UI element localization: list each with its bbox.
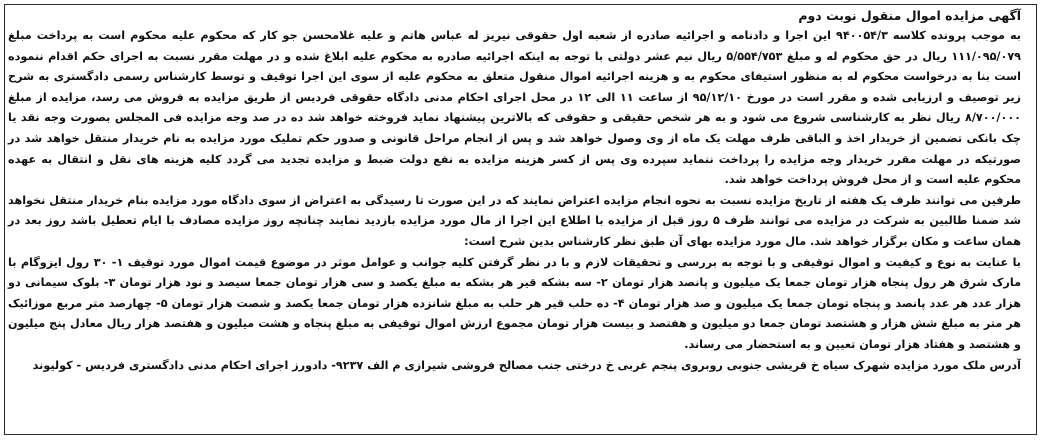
notice-paragraph-objection: طرفین می توانند ظرف یک هفته از تاریخ مزایده نسبت به نحوه انجام مزایده اعتراض نمایند که در این صورت تا رسیدگی به اعتراض از سوی دادگاه مورد مزایده بنام خریدار منتقل نخواهد شد ضمنا طالبین به شرکت در مزایده می توانند ظرف ۵ روز قبل از مزایده با اطلاع این اجرا از مال مورد مزایده بازدید نمایند چنانچه روز مزایده مصادف با ایام تعطیل باشد روز بعد در همان ساعت و مکان برگزار خواهد شد. مال مورد مزایده بهای آن طبق نظر کارشناس بدین شرح است:: [8, 193, 1021, 248]
notice-content: [8, 6, 1021, 376]
notice-title: آگهی مزایده اموال منقول نوبت دوم: [798, 8, 1021, 23]
notice-paragraph-main: به موجب پرونده کلاسه ۹۴۰۰۵۴/۳ این اجرا و دادنامه و اجرائیه صادره از شعبه اول حقوقی نیریز له عباس هاتم و علیه غلامحسن جو کار که محکوم علیه محکوم است به پرداخت مبلغ ۱۱۱/۰۹۵/۰۷۹ ریال در حق محکوم له و مبلغ ۵/۵۵۴/۷۵۳ ریال نیم عشر دولتی با توجه به اینکه اجرائیه صادره به محکوم علیه ابلاغ شده و در مهلت مقرر نسبت به اجرای حکم اقدام ننموده است بنا به درخواست محکوم له به منظور استیفای محکوم به و هزینه اجرائیه اموال منقول متعلق به محکوم علیه از سوی این اجرا توقیف و توسط کارشناس رسمی دادگستری به شرح زیر توصیف و ارزیابی شده و مقرر است در مورخ ۹۵/۱۲/۱۰ از ساعت ۱۱ الی ۱۲ در محل اجرای احکام مدنی دادگاه حقوقی فردیس از طریق مزایده به فروش می رسد، مزایده از مبلغ ۸/۷۰۰/۰۰۰ ریال نظر به کارشناسی شروع می شود و به هر شخص حقیقی و حقوقی که بالاترین پیشنهاد نماید فروخته خواهد شد ده در صد وجه مزایده فی المجلس بصورت وجه نقد یا چک بانکی تضمین از خریدار اخذ و الباقی ظرف مهلت یک ماه از وی وصول خواهد شد و پس از انجام مراحل قانونی و صدور حکم تملیک مورد مزایده به نام خریدار منتقل خواهد شد در صورتیکه در مهلت مقرر خریدار وجه مزایده را پرداخت ننماید سپرده وی پس از کسر هزینه مزایده به نفع دولت ضبط و مزایده تجدید می گردد کلیه هزینه های نقل و انتقال به عهده محکوم علیه است و از محل فروش پرداخت خواهد شد.: [8, 29, 1021, 187]
notice-paragraph-address: آدرس ملک مورد مزایده شهرک سیاه خ قریشی جنوبی روبروی پنجم غربی خ درختی جنب مصالح فروشی شیرازی م الف ۹۲۳۷- دادورز اجرای احکام مدنی دادگستری فردیس - کولیوند: [32, 358, 1021, 372]
notice-paragraph-appraisal: با عنایت به نوع و کیفیت و اموال توقیفی و با توجه به بررسی و تحقیقات لازم و با در نظر گرفتن کلیه جوانب و عوامل موثر در موضوع قیمت اموال مورد توقیف ۱- ۳۰ رول ایزوگام با مارک شرق هر رول پنجاه هزار تومان جمعا یک میلیون و پانصد هزار تومان ۲- سه بشکه قیر هر بشکه به مبلغ یکصد و سی هزار تومان جمعا سیصد و نود هزار تومان ۳- بلوک سیمانی دو هزار عدد هر عدد پانصد و پنجاه تومان جمعا یک میلیون و صد هزار تومان ۴- ده حلب قیر هر حلب به مبلغ شانزده هزار تومان جمعا یکصد و شصت هزار تومان ۵- چهارصد متر مربع موزائیک هر متر به مبلغ شش هزار و هشتصد تومان جمعا دو میلیون و هفتصد و بیست هزار تومان مجموع ارزش اموال توقیفی به مبلغ پنجاه و هشت میلیون و هفتصد هزار ریال معادل پنج میلیون و هشتصد و هفتاد هزار تومان تعیین و به استحضار می رساند.: [8, 255, 1021, 351]
